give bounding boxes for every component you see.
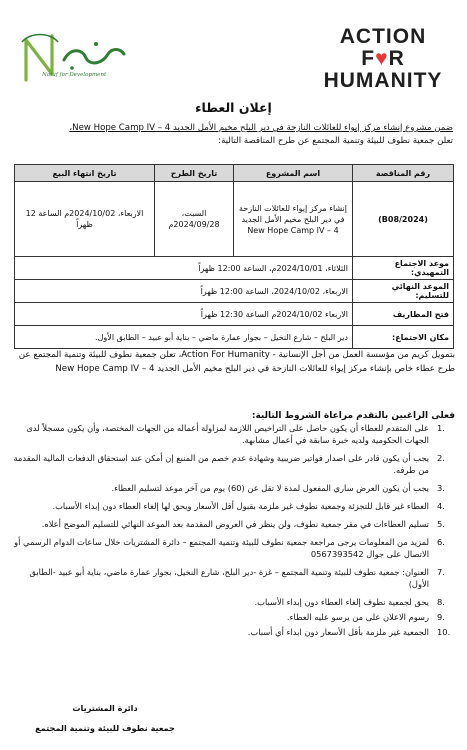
detail-value: الثلاثاء، 2024/10/01م، الساعة 12:00 ظهراً	[15, 257, 353, 280]
detail-value: الاربعاء، 2024/10/02، الساعة 12:00 ظهراً	[15, 280, 353, 303]
cell-issue-date: السبت، 2024/09/28م	[155, 182, 234, 257]
condition-item	[9, 611, 455, 623]
natuf-tagline: Natuf for Development	[42, 72, 107, 78]
cell-tender-no: (B08/2024)	[353, 182, 454, 257]
condition-number: .1	[437, 423, 445, 433]
condition-number: .4	[437, 501, 445, 511]
condition-item	[9, 626, 455, 638]
condition-item	[9, 482, 455, 494]
condition-item	[9, 596, 455, 608]
natuf-logo-mark	[12, 30, 130, 88]
header-issue-date: تاريخ الطرح	[155, 165, 234, 182]
detail-value: الاربعاء 2024/10/02م الساعة 12:30 ظهراً	[15, 303, 353, 326]
conditions-list	[9, 422, 455, 641]
condition-number: .5	[437, 519, 445, 529]
tender-table	[14, 164, 454, 349]
condition-text: لمزيد من المعلومات يرجى مراجعة جمعية نطوف للبيئة وتنمية المجتمع – دائرة المشتريات خلال ساعات الدوام الرسمي أو الاتصال على جوال 0567393542	[14, 537, 429, 559]
detail-value: دير البلح – شارع النخيل – بجوار عمارة ماضي – بناية أبو عبيد – الطابق الأول.	[15, 326, 353, 349]
intro-line-1: ضمن مشروع إنشاء مركز إيواء للعائلات النازحة في دير البلح مخيم الأمل الجديد New Hope Camp IV – 4،	[69, 123, 453, 133]
condition-item	[9, 500, 455, 512]
signature-department: دائرة المشتريات	[72, 703, 138, 713]
header-sale-end: تاريخ انتهاء البيع	[15, 165, 155, 182]
logo-red-o: ♥	[375, 47, 389, 70]
detail-label: الموعد النهائي للتسليم:	[353, 280, 454, 303]
condition-item	[9, 452, 455, 476]
logo-line-for: F♥R	[361, 47, 405, 70]
cell-sale-end: الاربعاء، 2024/10/02م الساعة 12 ظهراً	[15, 182, 155, 257]
condition-number: .6	[437, 537, 445, 547]
condition-item	[9, 422, 455, 446]
condition-item	[9, 566, 455, 590]
condition-text: العطاء غير قابل للتجزئة وجمعية نطوف غير ملزمة بقبول أقل الأسعار ويحق لها إلغاء العطاء دون إبداء الأسباب.	[52, 501, 429, 511]
logo-line-humanity: HUMANITY	[323, 69, 443, 92]
action-for-humanity-logo	[308, 26, 458, 92]
condition-text: يجب أن يكون العرض ساري المفعول لمدة لا تقل عن (60) يوم من آخر موعد لتسليم العطاء.	[111, 483, 429, 493]
condition-text: الجمعية غير ملزمة بأقل الأسعار دون ابداء أي أسباب.	[247, 627, 429, 637]
condition-item	[9, 518, 455, 530]
detail-row	[15, 280, 454, 303]
intro-line-2: تعلن جمعية نطوف للبيئة وتنمية المجتمع عن طرح المناقصة التالية:	[218, 136, 453, 146]
condition-number: .10	[437, 627, 451, 637]
condition-text: يحق لجمعية نطوف إلغاء العطاء دون إبداء الأسباب.	[254, 597, 429, 607]
detail-row	[15, 303, 454, 326]
detail-label: مكان الاجتماع:	[353, 326, 454, 349]
condition-text: رسوم الاعلان على من يرسو عليه العطاء.	[286, 612, 429, 622]
conditions-title: فعلى الراغبين بالتقدم مراعاة الشروط التالية:	[251, 411, 455, 421]
natuf-logo	[12, 30, 130, 88]
condition-text: تسليم العطاءات في مقر جمعية نطوف، ولن ينظر في العروض المقدمة بعد الموعد النهائي للتسليم الموضح أعلاه.	[41, 519, 429, 529]
cell-project: إنشاء مركز إيواء للعائلات النازحة في دير البلح مخيم الأمل الجديد New Hope Camp IV – 4	[234, 182, 353, 257]
funding-paragraph: بتمويل كريم من مؤسسة العمل من أجل الإنسانية - Action For Humanity، تعلن جمعية نطوف للبيئة وتنمية المجتمع عن طرح عطاء خاص بإنشاء مركز إيواء للعائلات النازحة في دير البلح مخيم الأمل الجديد New Hope Camp IV – 4	[18, 350, 455, 374]
condition-text: على المتقدم للعطاء أن يكون حاصل على التراخيص اللازمة لمزاولة أعماله من الجهات المختصة، وأن يكون مسجلاً لدى الجهات الحكومية ولديه خبرة سابقة في أعمال مشابهة.	[26, 423, 429, 445]
header-project: اسم المشروع	[234, 165, 353, 182]
detail-row	[15, 257, 454, 280]
signature-organization: جمعية نطوف للبيئة وتنمية المجتمع	[35, 723, 175, 733]
detail-label: فتح المظاريف	[353, 303, 454, 326]
logo-line-action: ACTION	[339, 25, 427, 48]
condition-text: العنوان: جمعية نطوف للبيئة وتنمية المجتمع – غزة -دير البلح، شارع النخيل، بجوار عمارة ماضي، بناية أبو عبيد -الطابق الأول)	[29, 567, 429, 589]
condition-number: .8	[437, 597, 445, 607]
condition-number: .2	[437, 453, 445, 463]
condition-item	[9, 536, 455, 560]
condition-number: .3	[437, 483, 445, 493]
condition-text: يجب أن يكون قادر على اصدار فواتير ضريبية وشهادة عدم خصم من المنبع إن أمكن عند استحقاق الدفعات المالية المقدمة من طرفه.	[13, 453, 429, 475]
header-tender-no: رقم المناقصة	[353, 165, 454, 182]
tender-table-row	[15, 182, 454, 257]
condition-number: .9	[437, 612, 445, 622]
condition-number: .7	[437, 567, 445, 577]
tender-table-header	[15, 165, 454, 182]
announcement-title: إعلان العطاء	[195, 100, 272, 115]
detail-row	[15, 326, 454, 349]
detail-label: موعد الاجتماع التمهيدي:	[353, 257, 454, 280]
